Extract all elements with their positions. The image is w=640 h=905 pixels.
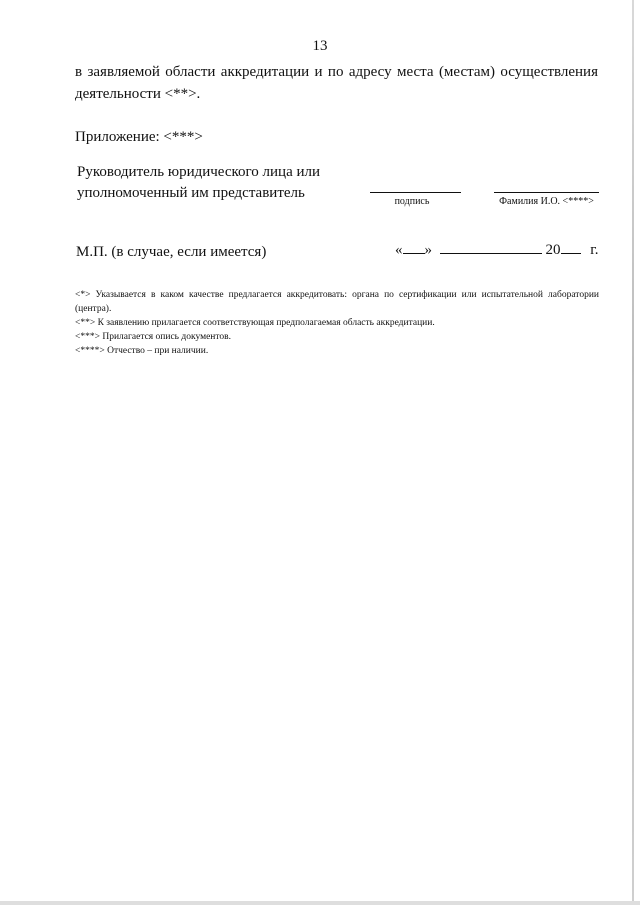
footnotes (75, 288, 599, 358)
signatory-title (77, 162, 320, 204)
footnote: <***> Прилагается опись документов. (75, 332, 232, 342)
signatory-title-line1: Руководитель юридического лица или (77, 164, 321, 180)
signature-caption: подпись (394, 196, 430, 207)
footnote: <**> К заявлению прилагается соответствующая предполагаемая область аккредитации. (75, 318, 435, 328)
intro-paragraph: в заявляемой области аккредитации и по адресу места (местам) осуществления деятельности <**>. (75, 64, 598, 102)
signature-line (370, 192, 461, 193)
footnote: <****> Отчество – при наличии. (75, 346, 209, 356)
year-prefix: 20 (545, 242, 561, 258)
day-blank (403, 239, 425, 254)
signatory-title-line2: уполномоченный им представитель (77, 185, 305, 201)
footnote: <*> Указывается в каком качестве предлагается аккредитовать: органа по сертификации или испытательной лаборатории (центра). (75, 290, 599, 314)
date-line (395, 239, 598, 259)
year-blank (561, 239, 581, 254)
page-edge-shadow (632, 0, 634, 905)
appendix-line: Приложение: <***> (75, 129, 203, 145)
stamp-note: М.П. (в случае, если имеется) (76, 244, 267, 260)
date-close-quote: » (424, 242, 432, 258)
name-line (494, 192, 599, 193)
page-number: 13 (312, 38, 328, 54)
month-blank (440, 239, 542, 254)
date-open-quote: « (395, 242, 403, 258)
year-suffix: г. (590, 242, 599, 258)
name-caption: Фамилия И.О. <****> (499, 196, 594, 207)
page-bottom-edge (0, 901, 640, 905)
